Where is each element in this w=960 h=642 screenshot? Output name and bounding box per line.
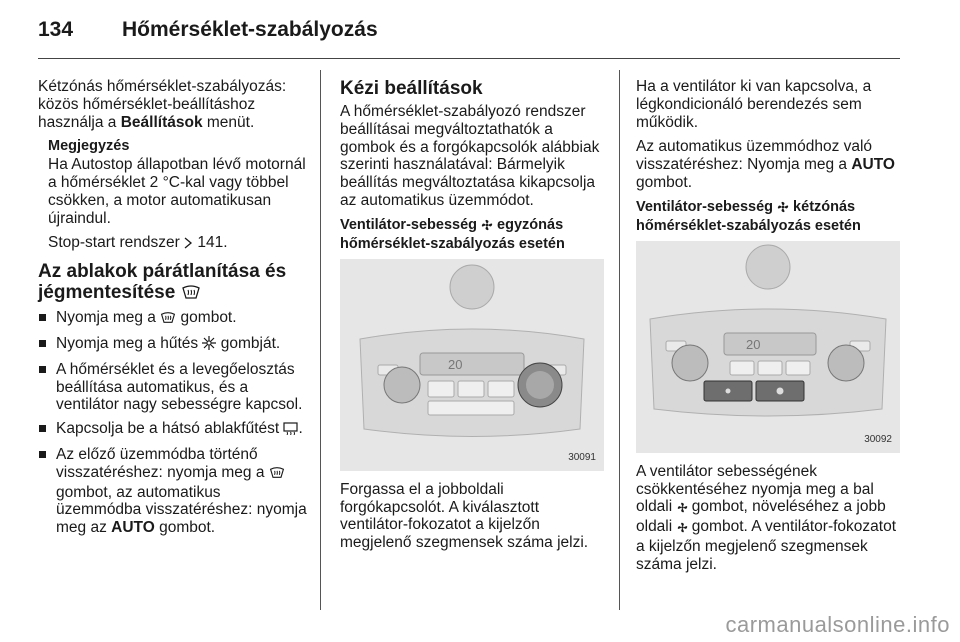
list-item: Az előző üzemmódba történő visszatéréshez: nyomja meg a gombot, az automatikus üzemmódba visszatéréshez: nyomja meg az AUTO gombot. bbox=[38, 446, 310, 537]
list-item: Nyomja meg a gombot. bbox=[38, 309, 310, 329]
fan-off-paragraph: Ha a ventilátor ki van kapcsolva, a légkondicionáló berendezés sem működik. bbox=[636, 78, 872, 131]
fan-icon bbox=[677, 520, 688, 538]
figure-number: 30092 bbox=[864, 433, 892, 445]
section-heading-manual: Kézi beállítások bbox=[340, 78, 483, 99]
note-heading: Megjegyzés bbox=[48, 138, 130, 155]
fan-icon bbox=[481, 219, 493, 236]
note-block bbox=[48, 138, 310, 254]
watermark: carmanualsonline.info bbox=[725, 612, 950, 637]
header-rule bbox=[38, 58, 900, 59]
note-text: Ha Autostop állapotban lévő motornál a hőmérséklet 2 °C-kal vagy többel csökken, a motor automatikusan újraindul. bbox=[48, 156, 306, 227]
fan-icon bbox=[777, 201, 789, 218]
windshield-defrost-icon bbox=[160, 311, 176, 329]
list-item: A hőmérséklet és a levegőelosztás beállítása automatikus, és a ventilátor nagy sebességre kapcsol. bbox=[38, 361, 310, 414]
section-heading-defrost: Az ablakok párátlanítása és jégmentesítése bbox=[38, 261, 287, 304]
figure-number: 30091 bbox=[568, 451, 596, 463]
column-2 bbox=[340, 78, 608, 559]
snowflake-icon bbox=[202, 336, 216, 355]
list-item: Nyomja meg a hűtés gombját. bbox=[38, 335, 310, 355]
fan-icon bbox=[677, 500, 688, 518]
auto-return-paragraph: Az automatikus üzemmódhoz való visszatéréshez: Nyomja meg a AUTO gombot. bbox=[636, 138, 895, 191]
intro-paragraph: Kétzónás hőmérséklet-szabályozás: közös hőmérséklet-beállításhoz használja a Beállítások menüt. bbox=[38, 78, 287, 131]
column-divider-1 bbox=[320, 70, 321, 610]
climate-panel-figure-single bbox=[340, 259, 604, 471]
page-reference-icon bbox=[184, 236, 193, 254]
climate-panel-figure-dual bbox=[636, 241, 900, 453]
fan-speed-heading-dual: Ventilátor-sebesség kétzónás hőmérséklet-szabályozás esetén bbox=[636, 198, 861, 234]
manual-intro: A hőmérséklet-szabályozó rendszer beállításai megváltoztathatók a gombok és a forgókapcsolók alábbiak szerinti használatával: Bármelyik beállítás megváltoztatása kikapcsolja az automatikus üzemmódot. bbox=[340, 103, 600, 209]
display-temperature: 20 bbox=[746, 336, 761, 352]
fan-speed-body-dual: A ventilátor sebességének csökkentéséhez nyomja meg a bal oldali gombot, növeléséhez a jobb oldali gombot. A ventilátor-fokozatot a kijelzőn megjelenő szegmensek száma jelzi. bbox=[636, 462, 897, 573]
climate-panel-illustration bbox=[636, 241, 900, 453]
column-divider-2 bbox=[619, 70, 620, 610]
climate-panel-illustration bbox=[340, 259, 604, 471]
fan-speed-body-single: Forgassa el a jobboldali forgókapcsolót. A kiválasztott ventilátor-fokozatot a kijelzőn megjelenő szegmensek száma jelzi. bbox=[340, 480, 589, 552]
rear-defrost-icon bbox=[283, 422, 298, 440]
page-title: Hőmérséklet-szabályozás bbox=[122, 18, 378, 41]
defrost-steps bbox=[38, 309, 310, 537]
list-item: Kapcsolja be a hátsó ablakfűtést . bbox=[38, 420, 310, 440]
page-header bbox=[38, 18, 908, 48]
page-number: 134 bbox=[38, 18, 74, 41]
display-temperature: 20 bbox=[448, 356, 463, 372]
column-3 bbox=[636, 78, 906, 581]
windshield-defrost-icon bbox=[269, 466, 285, 484]
fan-speed-heading-single: Ventilátor-sebesség egyzónás hőmérséklet-szabályozás esetén bbox=[340, 216, 565, 252]
note-reference: Stop-start rendszer 141. bbox=[48, 234, 310, 254]
column-1 bbox=[38, 78, 310, 543]
windshield-defrost-icon bbox=[181, 284, 201, 305]
